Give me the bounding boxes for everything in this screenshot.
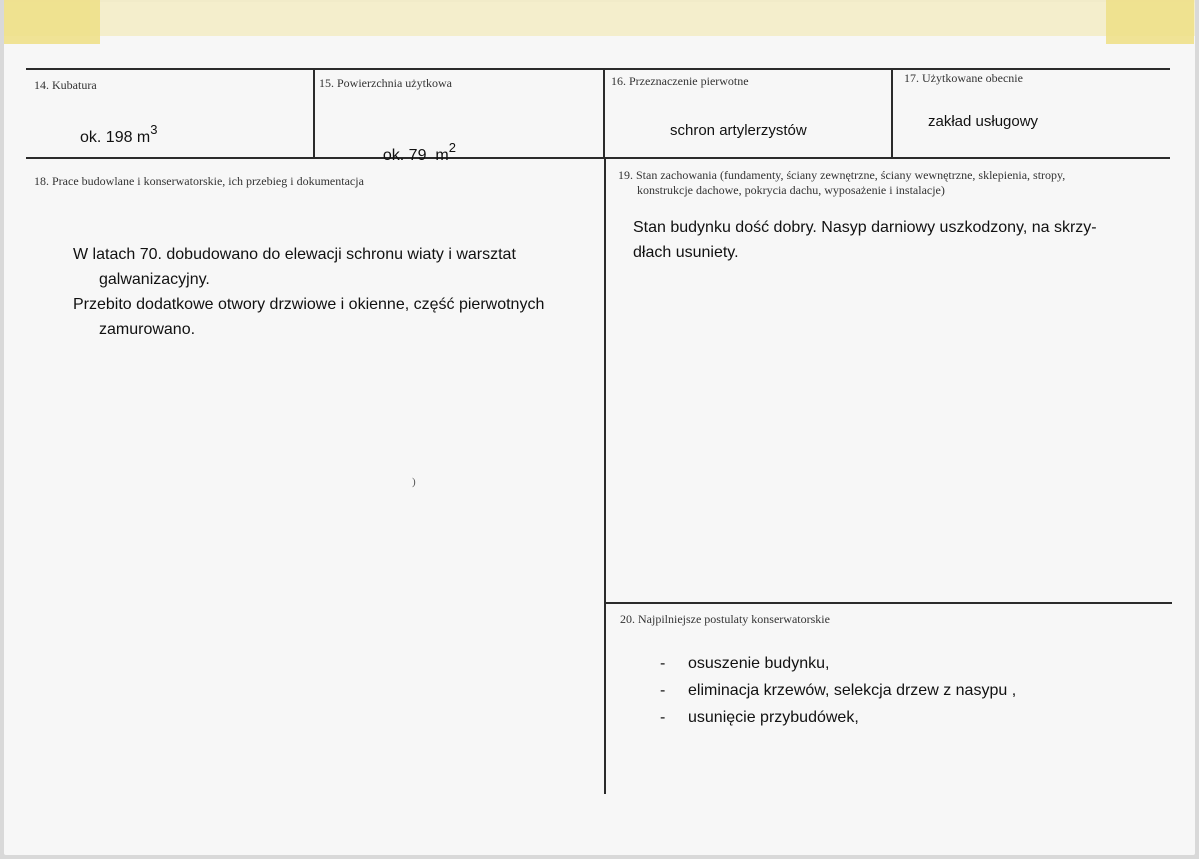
field-17-label: 17. Użytkowane obecnie xyxy=(904,71,1023,85)
tape-left xyxy=(4,0,100,44)
field-18-label: 18. Prace budowlane i konserwatorskie, ich przebieg i dokumentacja xyxy=(34,174,364,188)
field-18-text xyxy=(73,242,593,342)
field-16-value: schron artylerzystów xyxy=(670,122,807,139)
field-19-label-line-1: 19. Stan zachowania (fundamenty, ściany zewnętrzne, ściany wewnętrzne, sklepienia, stropy, xyxy=(618,168,1066,182)
list-dash: - xyxy=(660,709,666,726)
list-item xyxy=(660,706,1016,733)
field-18-line-1: W latach 70. dobudowano do elewacji schronu wiaty i warsztat xyxy=(73,246,516,263)
field-20-list xyxy=(660,652,1016,733)
tape-right xyxy=(1106,0,1194,44)
list-item xyxy=(660,679,1016,706)
rule-top xyxy=(26,68,1170,70)
divider-18-19 xyxy=(604,158,606,794)
field-18-line-2: galwanizacyjny. xyxy=(99,271,210,288)
list-item xyxy=(660,652,1016,679)
field-15-unit-exponent: 2 xyxy=(448,140,456,155)
field-14-unit-exponent: 3 xyxy=(150,122,158,137)
list-item-text: eliminacja krzewów, selekcja drzew z nasypu , xyxy=(688,682,1017,699)
divider-14-15 xyxy=(313,68,315,158)
list-dash: - xyxy=(660,655,666,672)
field-19-line-1: Stan budynku dość dobry. Nasyp darniowy uszkodzony, na skrzy- xyxy=(633,219,1097,236)
field-15-value xyxy=(374,122,456,165)
list-item-text: osuszenie budynku, xyxy=(688,655,830,672)
list-dash: - xyxy=(660,682,666,699)
field-14-label: 14. Kubatura xyxy=(34,78,97,92)
field-18-line-4: zamurowano. xyxy=(99,321,196,338)
field-19-label-line-2: konstrukcje dachowe, pokrycia dachu, wyposażenie i instalacje) xyxy=(637,183,945,197)
field-14-number: ok. 198 m xyxy=(80,129,151,146)
rule-20-top xyxy=(605,602,1172,604)
stray-pen-mark: ) xyxy=(412,476,416,488)
field-19-line-2: dłach usuniety. xyxy=(633,244,739,261)
field-15-label: 15. Powierzchnia użytkowa xyxy=(319,76,452,90)
divider-16-17 xyxy=(891,68,893,158)
rule-row1-bottom xyxy=(26,157,1170,159)
field-19-text xyxy=(633,215,1163,265)
field-16-label: 16. Przeznaczenie pierwotne xyxy=(611,74,749,88)
field-20-label: 20. Najpilniejsze postulaty konserwatorskie xyxy=(620,612,830,626)
list-item-text: usunięcie przybudówek, xyxy=(688,709,859,726)
field-17-value: zakład usługowy xyxy=(928,113,1039,130)
divider-15-16 xyxy=(603,68,605,158)
field-14-value xyxy=(80,122,158,147)
field-15-number: ok. 79 m xyxy=(382,147,449,164)
tape-strip xyxy=(4,0,1195,36)
field-18-line-3: Przebito dodatkowe otwory drzwiowe i okienne, część pierwotnych xyxy=(73,296,545,313)
